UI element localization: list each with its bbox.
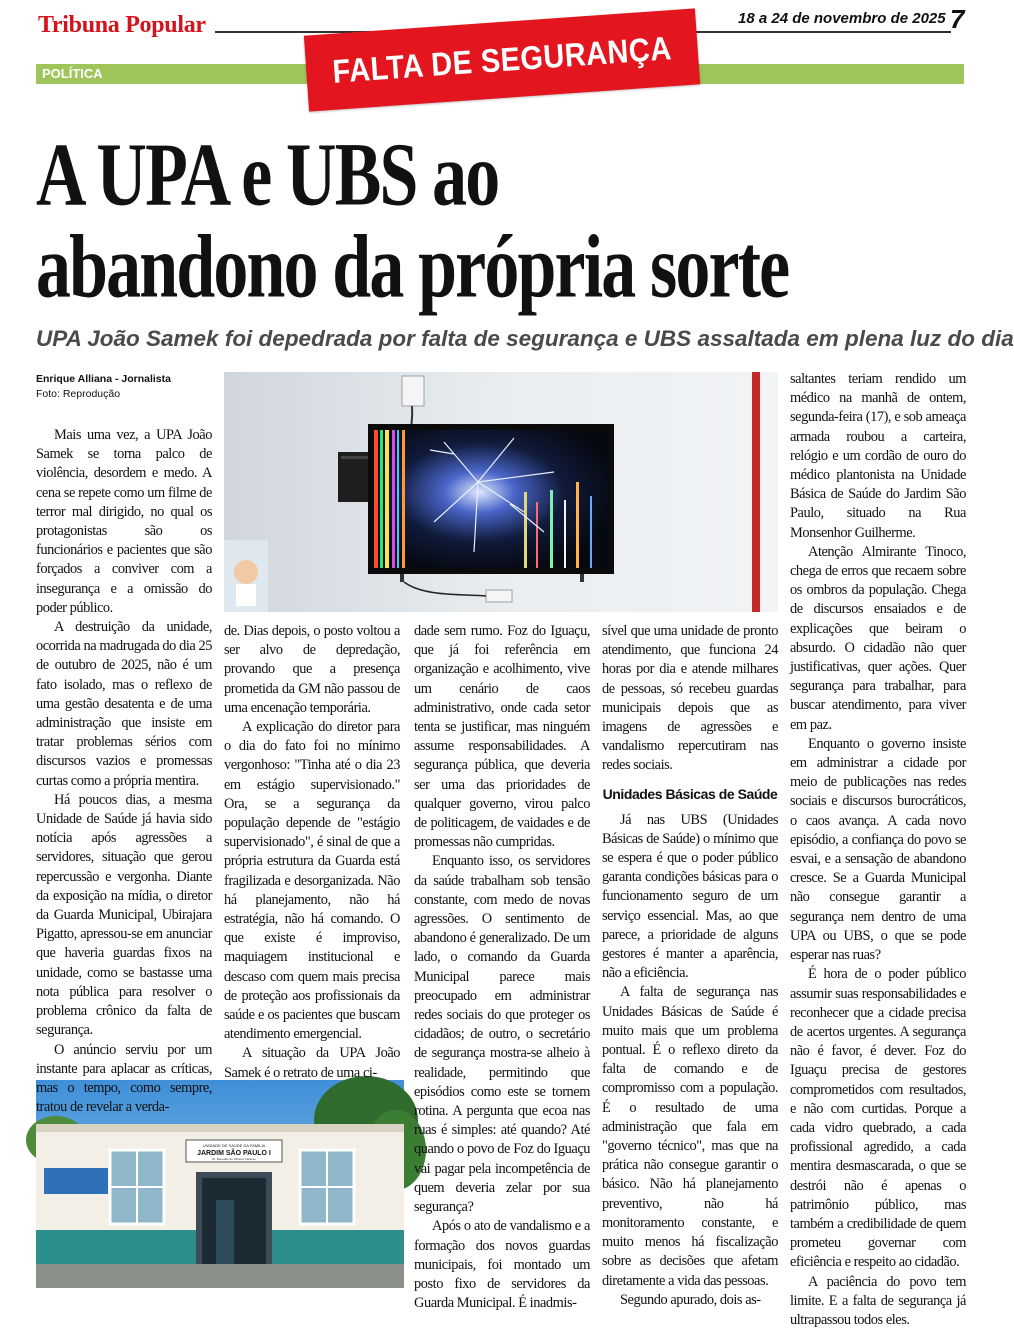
paragraph: O anúncio serviu por um instante para aplacar as críticas, mas o tempo, como sempre, tratou de revelar a verda- [36, 1041, 212, 1116]
byline-author: Enrique Alliana - Jornalista [36, 373, 171, 385]
sign-line-1: UNIDADE DE SAÚDE DA FAMÍLIA [202, 1143, 266, 1148]
headline-line-2: abandono da própria sorte [36, 217, 789, 317]
masthead-logo: Tribuna Popular [38, 12, 206, 38]
paragraph: Segundo apurado, dois as- [620, 1291, 761, 1308]
subheadline: UPA João Samek foi depedrada por falta de segurança e UBS assaltada em plena luz do dia [36, 326, 1014, 351]
photo-credit: Foto: Reprodução [36, 388, 121, 400]
paragraph: É hora de o poder público assumir suas responsabilidades e reconhecer que a cidade precisa de acertos urgentes. A segurança não é favor, é dever. Foz do Iguaçu precisa de gestores comprometidos com resultados, e não com curtidas. Porque a cada vidro quebrado, a cada profissional agredido, a cada mentira desmascarada, o que se destrói não é apenas o patrimônio público, mas também a credibilidade de quem prometeu governar com eficiência e respeito ao cidadão. [790, 966, 966, 1271]
sign-line-3: Dr. Benedito de Oliveira Cardoso [212, 1157, 256, 1161]
paragraph: dade sem rumo. Foz do Iguaçu, que já foi referência em organização e acolhimento, vive um cenário de caos administrativo, onde cada setor tenta se justificar, mas ninguém assume responsabilidades. A segurança pública, que deveria ser uma das prioridades de qualquer governo, virou palco de politicagem, de vaidades e de promessas não cumpridas. [414, 623, 590, 851]
paragraph: sível que uma unidade de pronto atendimento, que funciona 24 horas por dia e atende milhares de pessoas, só recebeu guardas municipais depois que as imagens de agressões e vandalismo repercutiram nas redes sociais. [602, 623, 778, 774]
page-number: 7 [950, 4, 965, 34]
paragraph: A falta de segurança nas Unidades Básicas de Saúde é muito mais que um problema pontual. É o reflexo direto da falta de comando e de compromisso com a população. É o resultado de uma administração que fala em "governo técnico", mas que na prática não consegue garantir o básico. Não há planejamento preventivo, não há monitoramento constante, e muito menos há fiscalização sobre as decisões que afetam diretamente a vida das pessoas. [602, 984, 778, 1289]
topic-banner-text: FALTA DE SEGURANÇA [331, 29, 673, 90]
headline-line-1: A UPA e UBS ao [36, 125, 499, 225]
article-column-4 [602, 622, 778, 1308]
topic-banner [304, 8, 700, 111]
paragraph: Mais uma vez, a UPA João Samek se torna palco de violência, desordem e medo. A cena se repete como um filme de terror mal dirigido, no qual os protagonistas são os funcionários e pacientes que são forçados a conviver com a insegurança e a omissão do poder público. [36, 427, 212, 616]
section-subheading: Unidades Básicas de Saúde [602, 785, 778, 802]
paragraph: A explicação do diretor para o dia do fato foi no mínimo vergonhoso: "Tinha até o dia 23 em estágio supervisionado." Ora, se a segurança da população depende de "estágio supervisionado", é sinal de que a própria estrutura da Guarda está fragilizada e desorganizada. Não há planejamento, não há estratégia, não há comando. O que existe é improviso, maquiagem institucional e descaso com quem mais precisa de proteção aos profissionais da saúde e os pacientes que buscam atendimento emergencial. [224, 719, 400, 1043]
paragraph: Já nas UBS (Unidades Básicas de Saúde) o mínimo que se espera é que o poder público garanta condições básicas para o funcionamento seguro de um serviço essencial. Mas, ao que parece, a prioridade de alguns gestores é manter a aparência, não a eficiência. [602, 811, 778, 982]
paragraph: Enquanto isso, os servidores da saúde trabalham sob tensão constante, com medo de novas agressões. O sentimento de abandono é generalizado. De um lado, o comando da Guarda Municipal parece mais preocupado em administrar redes sociais do que proteger os cidadãos; de outro, o secretário de segurança mostra-se alheio à realidade, permitindo que episódios como este se tornem rotina. A pergunta que ecoa nas ruas é simples: até quando? Até quando o povo de Foz do Iguaçu vai pagar pela incompetência de quem deveria zelar por sua segurança? [414, 853, 590, 1216]
sign-name: JARDIM SÃO PAULO I [197, 1150, 271, 1157]
paragraph: A situação da UPA João Samek é o retrato de uma ci- [224, 1045, 400, 1081]
paragraph: saltantes teriam rendido um médico na manhã de ontem, segunda-feira (17), e sob ameaça armada roubou a carteira, relógio e um cordão de ouro do médico plantonista na Unidade Básica de Saúde do Jardim São Paulo, situado na Rua Monsenhor Guilherme. [790, 371, 966, 541]
paragraph: Após o ato de vandalismo e a formação dos novos guardas municipais, foi montado um posto fixo de servidores da Guarda Municipal. É inadmis- [414, 1218, 590, 1312]
paragraph: A destruição da unidade, ocorrida na madrugada do dia 25 de outubro de 2025, não é um fato isolado, mas o reflexo de uma gestão desatenta e de uma administração que insiste em tratar problemas sérios com discursos vazios e promessas curtas como a própria mentira. [36, 619, 212, 789]
article-column-2 [224, 622, 400, 1081]
section-label: POLÍTICA [42, 66, 103, 81]
paragraph: A paciência do povo tem limite. E a falta de segurança já ultrapassou todos eles. [790, 1273, 966, 1328]
broken-tv-illustration [224, 372, 778, 612]
article-column-3 [414, 622, 590, 1312]
paragraph: Há poucos dias, a mesma Unidade de Saúde já havia sido notícia após agressões a servidores, situação que gerou repercussão e vergonha. Diante da exposição na mídia, o diretor da Guarda Municipal, Ubirajara Pigatto, apressou-se em anunciar que haveria guardas fixos na unidade, como se bastasse uma nota pública para resolver o problema crônico da falta de segurança. [36, 791, 212, 1039]
article-column-5 [790, 370, 966, 1328]
broken-tv-photo [224, 372, 778, 612]
issue-date: 18 a 24 de novembro de 2025 [738, 10, 946, 27]
paragraph: Enquanto o governo insiste em administrar a cidade por meio de publicações nas redes sociais e discursos burocráticos, o caos avança. A cada novo episódio, a confiança do povo se esvai, e a sensação de abandono cresce. Se a Guarda Municipal não consegue garantir a segurança nem dentro de uma UPA ou UBS, o que se pode esperar nas ruas? [790, 735, 966, 964]
article-column-1 [36, 426, 212, 1116]
paragraph: de. Dias depois, o posto voltou a ser alvo de depredação, provando que a presença prometida da GM não passou de uma encenação temporária. [224, 623, 400, 716]
paragraph: Atenção Almirante Tinoco, chega de erros que recaem sobre os ombros da população. Chega de discursos ensaiados e de explicações que beiram o absurdo. O cidadão não quer justificativas, quer ações. Quer segurança para trabalhar, para buscar atendimento, para viver em paz. [790, 543, 966, 733]
